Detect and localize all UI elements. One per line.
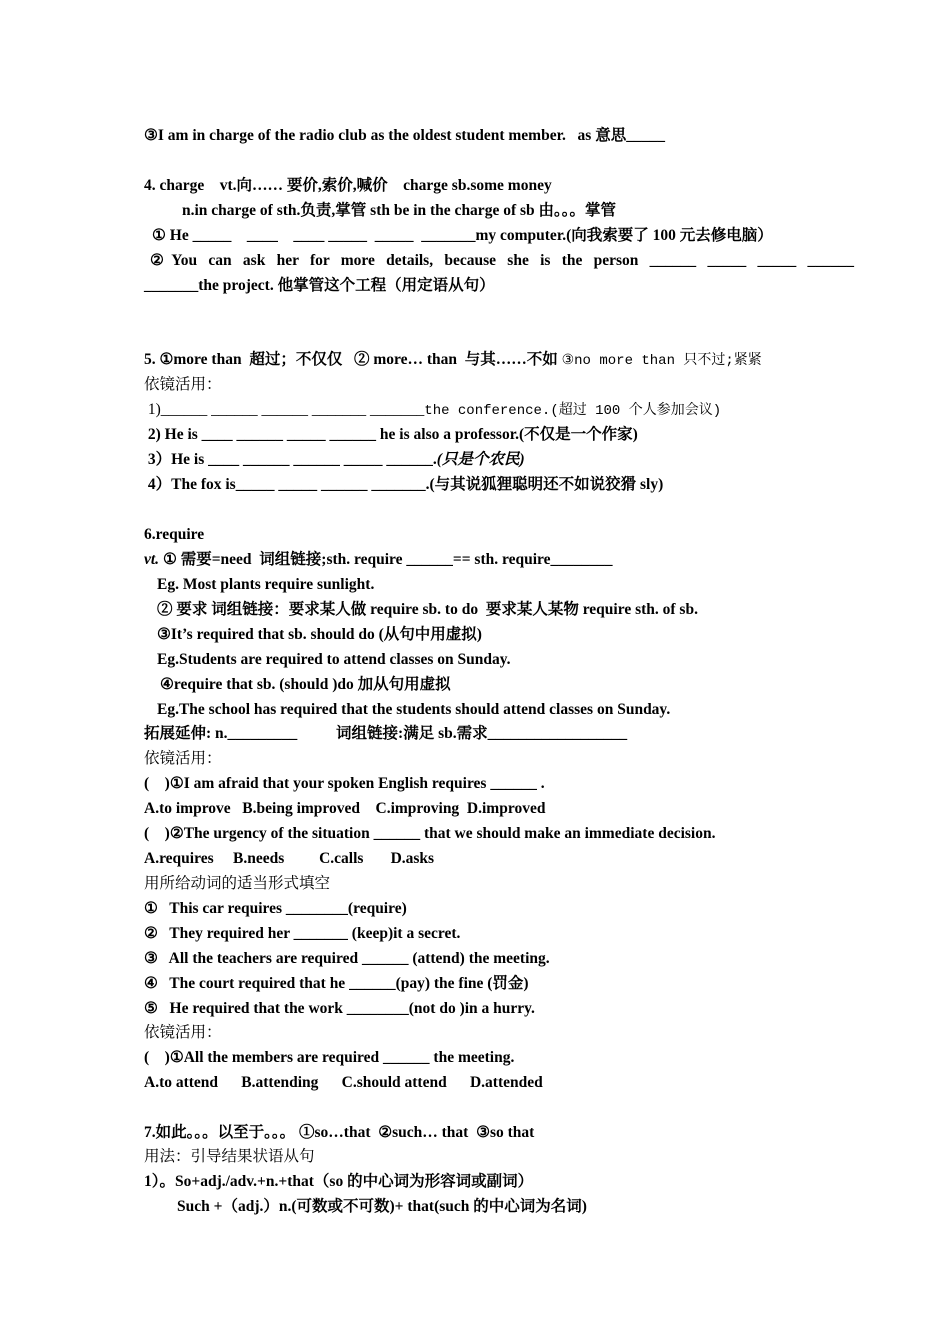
- exercise-more-than-1-blanks: 1)______ ______ ______ _______ _______: [144, 401, 425, 418]
- options-require-2: A.requires B.needs C.calls D.asks: [144, 850, 435, 867]
- example-students: Eg.Students are required to attend classes on Sunday.: [157, 651, 511, 668]
- label-fill-forms: 用所给动词的适当形式填空: [144, 875, 331, 892]
- exercise-more-than-2: 2) He is ____ ______ _____ ______ he is also a professor.(不仅是一个作家): [144, 426, 638, 443]
- question-require-1: ( )①I am afraid that your spoken English requires ______ .: [144, 775, 545, 792]
- label-apply-1: 依镜活用：: [144, 376, 222, 393]
- exercise-more-than-3: [144, 450, 525, 470]
- exercise-charge-1: ① He _____ ____ ____ _____ _____ _______my computer.(向我索要了 100 元去修电脑）: [152, 227, 773, 244]
- example-sunlight: Eg. Most plants require sunlight.: [157, 576, 375, 593]
- line-such-rule: Such +（adj.）n.(可数或不可数)+ that(such 的中心词为名词): [177, 1198, 587, 1215]
- more-than-part2: ③no more than 只不过;紧紧: [561, 353, 762, 369]
- fill-item-1: ① This car requires ________(require): [144, 900, 407, 917]
- exercise-more-than-3-text: 3）He is ____ ______ ______ _____ ______.: [144, 451, 437, 468]
- require-need-text: ① 需要=need 词组链接;sth. require ______== sth. require________: [159, 551, 613, 568]
- line-its-required: ③It’s required that sb. should do (从句中用虚拟): [157, 626, 482, 643]
- line-extension: 拓展延伸: n._________ 词组链接:满足 sb.需求__________________: [144, 725, 628, 742]
- exercise-more-than-1-text: the conference.(超过 100 个人参加会议): [424, 403, 722, 419]
- fill-item-4: ④ The court required that he ______(pay) the fine (罚金): [144, 975, 529, 992]
- line-charge-as-question: ③I am in charge of the radio club as the oldest student member. as 意思_____: [144, 127, 665, 144]
- exercise-more-than-4: 4）The fox is_____ _____ ______ _______.(与其说狐狸聪明还不如说狡猾 sly): [144, 476, 664, 493]
- options-require-1: A.to improve B.being improved C.improving D.improved: [144, 800, 546, 817]
- heading-charge: 4. charge vt.向…… 要价,索价,喊价 charge sb.some money: [144, 177, 552, 194]
- exercise-more-than-1: [144, 400, 721, 421]
- exercise-charge-2-cont: _______the project. 他掌管这个工程（用定语从句）: [144, 277, 495, 294]
- heading-require: 6.require: [144, 526, 205, 543]
- pos-vt: vt.: [144, 551, 160, 568]
- line-in-charge-of: n.in charge of sth.负责,掌管 sth be in the charge of sb 由。。。掌管: [182, 202, 617, 219]
- line-require-that: ④require that sb. (should )do 加从句用虚拟: [160, 676, 451, 693]
- fill-item-5: ⑤ He required that the work ________(not do )in a hurry.: [144, 1000, 535, 1017]
- exercise-charge-2: ②You can ask her for more details, because she is the person ______ _____ _____ ______: [150, 252, 854, 269]
- line-usage: 用法：引导结果状语从句: [144, 1148, 315, 1165]
- line-require-ask: ② 要求 词组链接：要求某人做 require sb. to do 要求某人某物 require sth. of sb.: [157, 601, 698, 618]
- question-require-2: ( )②The urgency of the situation ______ that we should make an immediate decision.: [144, 825, 716, 842]
- line-require-need: [144, 550, 613, 570]
- more-than-part1: 5. ①more than 超过；不仅仅 ② more… than 与其……不如: [144, 351, 562, 368]
- example-school: Eg.The school has required that the students should attend classes on Sunday.: [157, 701, 671, 718]
- label-apply-3: 依镜活用：: [144, 1024, 222, 1041]
- options-require-3: A.to attend B.attending C.should attend D.attended: [144, 1074, 543, 1091]
- heading-so-that: 7.如此。。。以至于。。。 ①so…that ②such… that ③so that: [144, 1124, 535, 1141]
- exercise-more-than-3-hint: (只是个农民): [436, 451, 525, 468]
- heading-more-than: [144, 350, 762, 371]
- line-so-rule: 1）。So+adj./adv.+n.+that（so 的中心词为形容词或副词）: [144, 1173, 534, 1190]
- fill-item-2: ② They required her _______ (keep)it a secret.: [144, 925, 461, 942]
- label-apply-2: 依镜活用：: [144, 750, 222, 767]
- fill-item-3: ③ All the teachers are required ______ (attend) the meeting.: [144, 950, 550, 967]
- question-require-3: ( )①All the members are required ______ the meeting.: [144, 1049, 515, 1066]
